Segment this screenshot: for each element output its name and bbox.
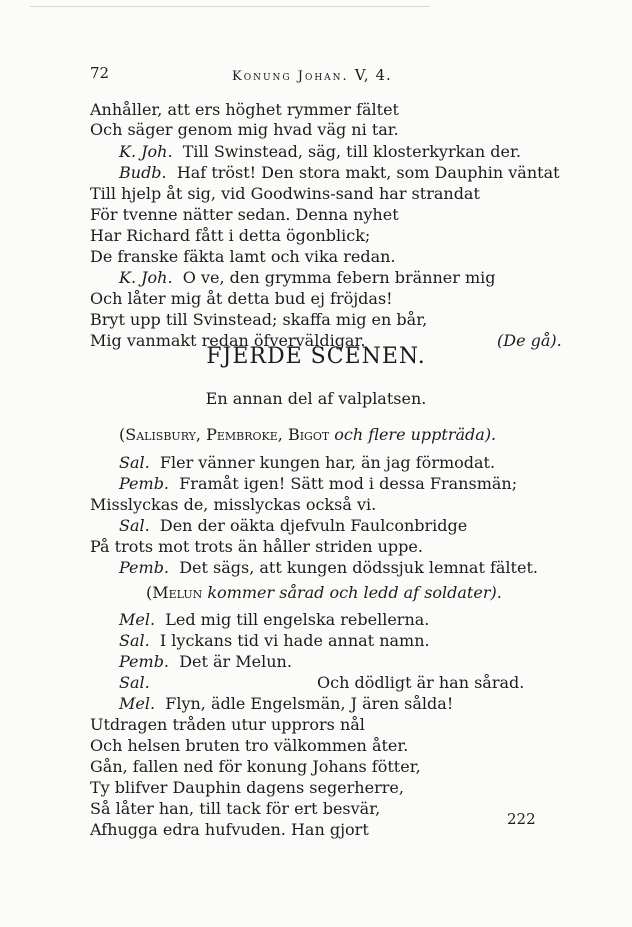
speech-text: Det är Melun. — [179, 652, 292, 671]
verse-line: På trots mot trots än håller striden uppe. — [90, 537, 423, 556]
verse-line: Bryt upp till Svinstead; skaffa mig en bår, — [90, 310, 428, 329]
speaker-label: Mel. — [119, 610, 156, 629]
speaker-label: Sal. — [119, 673, 150, 692]
folio-number: 222 — [507, 810, 536, 828]
verse-line: De franske fäkta lamt och vika redan. — [90, 247, 396, 266]
speaker-label: K. Joh. — [119, 268, 173, 287]
stage-direction-entrance: (Salisbury, Pembroke, Bigot och flere uppträda). — [119, 425, 497, 444]
speaker-label: Pemb. — [119, 652, 170, 671]
running-title-text: Konung Johan. — [232, 69, 349, 84]
verse-line: Utdragen tråden utur upprors nål — [90, 715, 365, 734]
verse-line: Har Richard fått i detta ögonblick; — [90, 226, 371, 245]
speaker-label: Pemb. — [119, 558, 170, 577]
scan-edge-line — [30, 6, 430, 7]
speech-text: O ve, den grymma febern bränner mig — [182, 268, 496, 287]
speech-text: Till Swinstead, säg, till klosterkyrkan der. — [182, 142, 521, 161]
verse-line: Gån, fallen ned för konung Johans fötter, — [90, 757, 421, 776]
speech-text: Led mig till engelska rebellerna. — [165, 610, 430, 629]
page-number: 72 — [90, 64, 110, 82]
speaker-label: Budb. — [119, 163, 167, 182]
speech-text: Flyn, ädle Engelsmän, J ären sålda! — [165, 694, 454, 713]
verse-line: Och låter mig åt detta bud ej fröjdas! — [90, 289, 393, 308]
speech-text: Fler vänner kungen har, än jag förmodat. — [159, 453, 496, 472]
scene-location: En annan del af valplatsen. — [205, 389, 427, 408]
verse-line: Ty blifver Dauphin dagens segerherre, — [90, 778, 404, 797]
running-title — [232, 66, 392, 84]
stage-direction-exit: (De gå). — [497, 331, 562, 350]
speaker-label: Pemb. — [119, 474, 170, 493]
speaker-label: Sal. — [119, 453, 150, 472]
verse-line: Till hjelp åt sig, vid Goodwins-sand har strandat — [90, 184, 480, 203]
character-name: Bigot — [287, 425, 330, 444]
speaker-label: Sal. — [119, 516, 150, 535]
verse-line: Så låter han, till tack för ert besvär, — [90, 799, 381, 818]
speech-text: I lyckans tid vi hade annat namn. — [159, 631, 430, 650]
stage-direction-melun: (Melun kommer sårad och ledd af soldater). — [146, 583, 502, 602]
speaker-label: Mel. — [119, 694, 156, 713]
verse-line: För tvenne nätter sedan. Denna nyhet — [90, 205, 399, 224]
speaker-label: K. Joh. — [119, 142, 173, 161]
speech-text: Haf tröst! Den stora makt, som Dauphin väntat — [176, 163, 560, 182]
verse-line: Anhåller, att ers höghet rymmer fältet — [90, 100, 399, 119]
verse-line: Afhugga edra hufvuden. Han gjort — [90, 820, 369, 839]
speech-text: Framåt igen! Sätt mod i dessa Fransmän; — [179, 474, 518, 493]
speech-text: Och dödligt är han sårad. — [317, 673, 525, 692]
verse-line: Misslyckas de, misslyckas också vi. — [90, 495, 377, 514]
verse-line: Och säger genom mig hvad väg ni tar. — [90, 120, 399, 139]
scene-title: FJERDE SCENEN. — [206, 344, 426, 369]
speaker-label: Sal. — [119, 631, 150, 650]
verse-line: Mig vanmakt redan öfverväldigar. — [90, 331, 366, 350]
verse-line: Och helsen bruten tro välkommen åter. — [90, 736, 409, 755]
character-name: Melun — [152, 583, 203, 602]
speech-text: Den der oäkta djefvuln Faulconbridge — [159, 516, 468, 535]
speech-text: Det sägs, att kungen dödssjuk lemnat fältet. — [179, 558, 538, 577]
character-name: Pembroke — [206, 425, 278, 444]
act-scene-ref: V, 4. — [354, 66, 392, 84]
character-name: Salisbury — [125, 425, 196, 444]
